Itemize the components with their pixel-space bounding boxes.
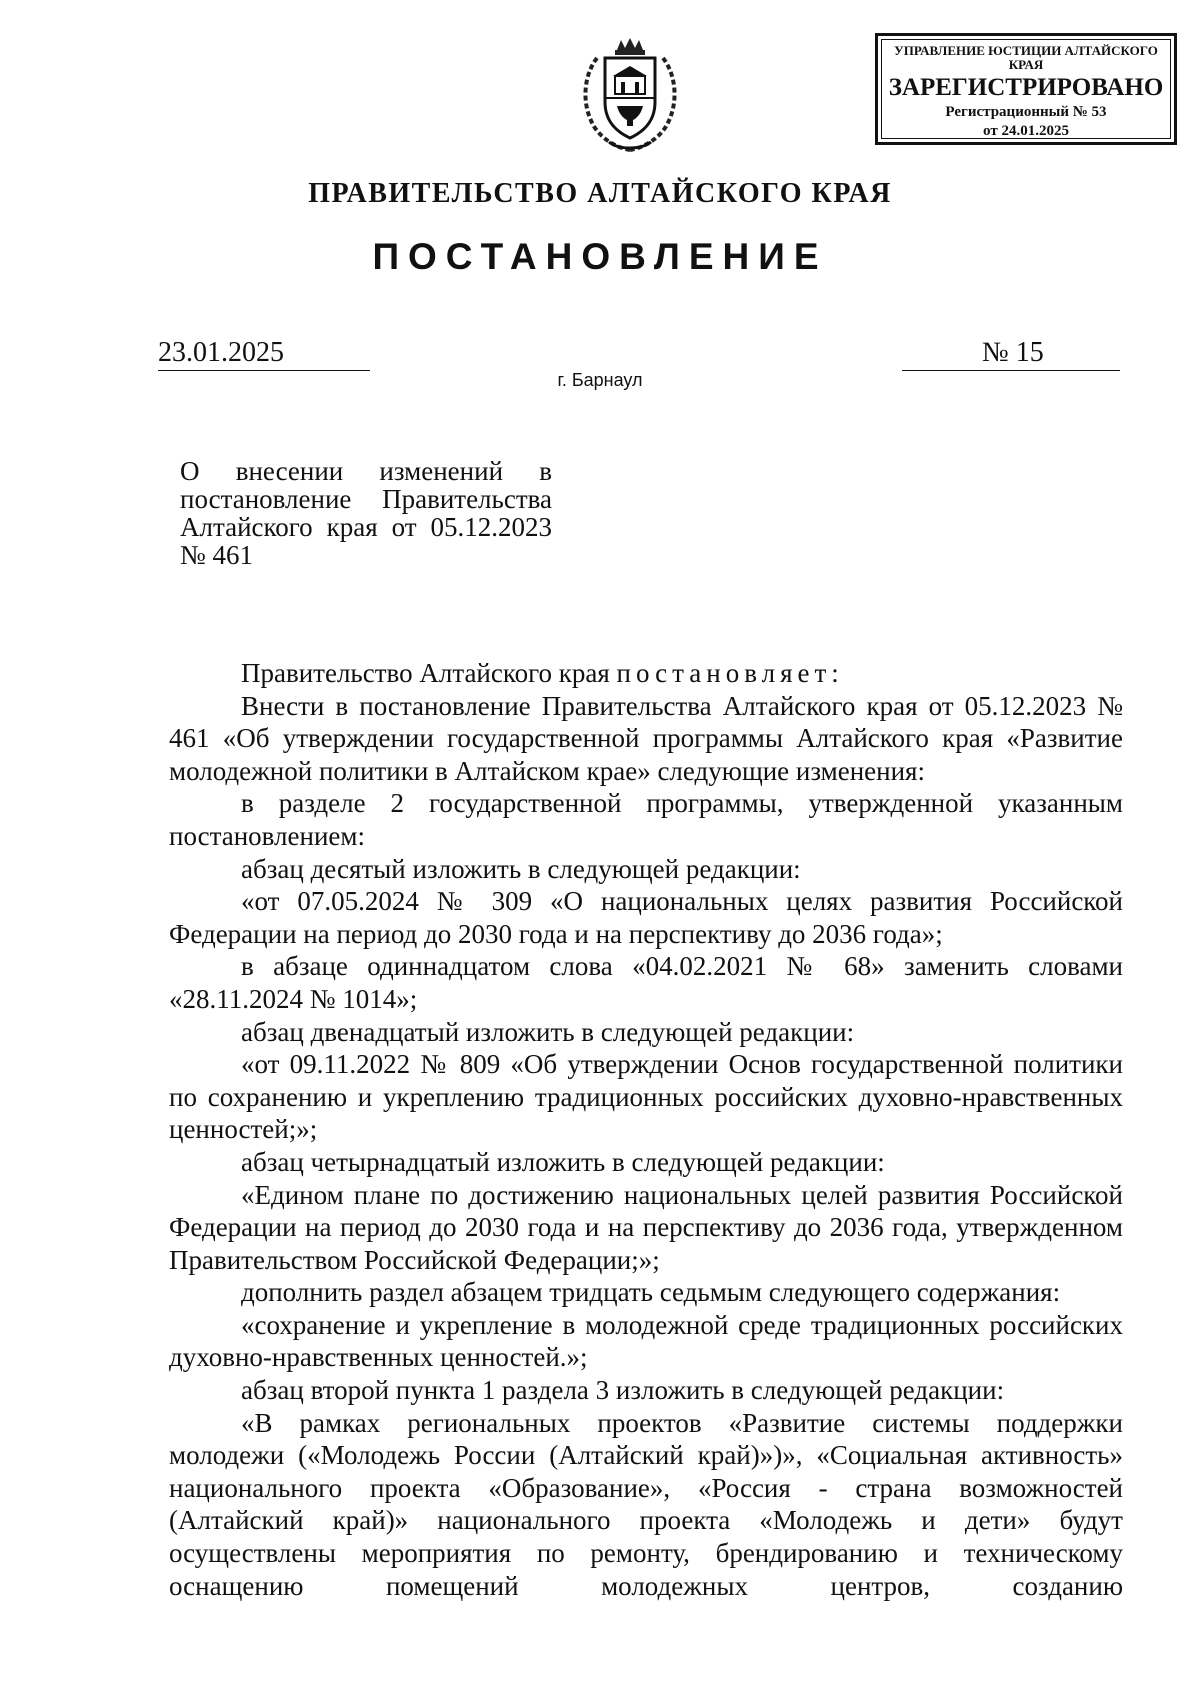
stamp-registration-number: Регистрационный № 53 xyxy=(945,104,1107,120)
document-date: 23.01.2025 xyxy=(158,336,370,371)
body-intro xyxy=(169,657,1123,690)
document-city: г. Барнаул xyxy=(557,370,643,390)
stamp-inner-frame xyxy=(881,39,1171,139)
stamp-registration-date: от 24.01.2025 xyxy=(983,123,1069,139)
body-paragraph: абзац четырнадцатый изложить в следующей редакции: xyxy=(241,1146,885,1177)
body-paragraph: в разделе 2 государственной программы, утвержденной указанным постановлением: xyxy=(169,788,1123,851)
body-paragraph: Внести в постановление Правительства Алтайского края от 05.12.2023 № 461 «Об утверждении государственной программы Алтайского края «Развитие молодежной политики в Алтайском крае» следующие изменения: xyxy=(169,690,1123,786)
document-body xyxy=(169,657,1123,1602)
government-title: ПРАВИТЕЛЬСТВО АЛТАЙСКОГО КРАЯ xyxy=(308,178,892,209)
body-paragraph: абзац второй пункта 1 раздела 3 изложить в следующей редакции: xyxy=(241,1375,1005,1406)
body-paragraph: в абзаце одиннадцатом слова «04.02.2021 № 68» заменить словами «28.11.2024 № 1014»; xyxy=(169,951,1123,1014)
intro-verb: постановляет xyxy=(616,658,832,688)
body-paragraph: «В рамках региональных проектов «Развитие системы поддержки молодежи («Молодежь России (Алтайский край)»)», «Социальная активность» национального проекта «Образование», «Россия - страна возможностей (Алтайский край)» национального проекта «Молодежь и дети» будут осуществлены мероприятия по ремонту, брендированию и техническому оснащению помещений молодежных центров, созданию xyxy=(169,1407,1123,1601)
document-number: № 15 xyxy=(902,336,1120,371)
body-paragraph: дополнить раздел абзацем тридцать седьмым следующего содержания: xyxy=(241,1277,1061,1308)
coat-of-arms-emblem xyxy=(575,36,685,156)
body-paragraph: «сохранение и укрепление в молодежной среде традиционных российских духовно-нравственных ценностей.»; xyxy=(169,1309,1123,1373)
registration-stamp xyxy=(875,33,1177,145)
body-paragraph: абзац десятый изложить в следующей редакции: xyxy=(241,853,801,884)
body-paragraph: «Едином плане по достижению национальных целей развития Российской Федерации на период до 2030 года и на перспективу до 2036 года, утвержденном Правительством Российской Федерации;»; xyxy=(169,1179,1123,1275)
body-paragraph: «от 07.05.2024 № 309 «О национальных целях развития Российской Федерации на период до 2030 года и на перспективу до 2036 года»; xyxy=(169,886,1123,949)
coat-of-arms-icon xyxy=(575,36,685,156)
document-type: ПОСТАНОВЛЕНИЕ xyxy=(372,236,828,277)
stamp-organization: УПРАВЛЕНИЕ ЮСТИЦИИ АЛТАЙСКОГО КРАЯ xyxy=(894,43,1158,72)
body-paragraph: абзац двенадцатый изложить в следующей редакции: xyxy=(241,1016,855,1047)
intro-prefix: Правительство Алтайского края xyxy=(241,658,617,688)
intro-suffix: : xyxy=(831,658,839,688)
body-paragraph: «от 09.11.2022 № 809 «Об утверждении Основ государственной политики по сохранению и укреплению традиционных российских духовно-нравственных ценностей;»; xyxy=(169,1049,1123,1145)
document-subject: О внесении изменений в постановление Правительства Алтайского края от 05.12.2023 № 461 xyxy=(180,456,552,570)
stamp-status: ЗАРЕГИСТРИРОВАНО xyxy=(888,74,1164,101)
